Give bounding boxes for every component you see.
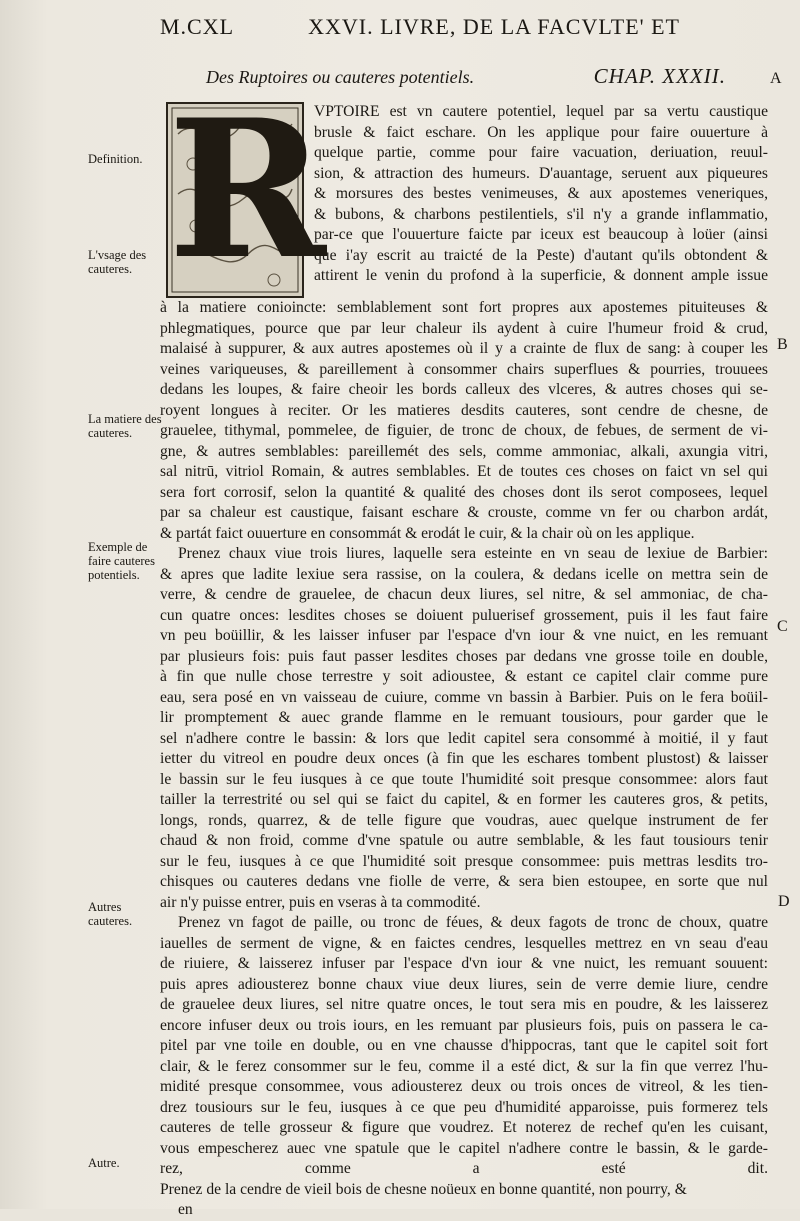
margin-note-definition: Definition. [88,152,143,166]
text-line: cauteres de telle grosseur & figure que voudrez. Et noterez de rechef qu'en les cuisant, [160,1119,768,1136]
margin-note-other-cauteres: Autres cauteres. [88,900,133,928]
text-line: gne, & autres semblables: pareillemét des sels, comme ammoniac, alkali, axungia vitri, [160,442,768,460]
text-line: que i'ay escrit au traicté de la Peste) d'autant qu'ils obtondent & [314,246,768,264]
text-line: malaisé à suppurer, & aux autres apostemes où il y a crainte de flux de sang: à couper les [160,340,768,357]
text-line: tailler la terrestrité ou sel qui se faict du capitel, & en former les cauteres gros, & petits, [160,791,768,808]
text-line: puis apres adiousterez bonne chaux viue deux liures, sein de verre demie liure, cendre [160,975,768,993]
running-head [160,14,680,40]
text-line: sera fort corrosif, selon la quantité & qualité des choses dont ils serot composees, lequel [160,483,768,501]
text-line: encore infuser deux ou trois iours, en les remuant par plusieurs fois, puis on passera le ca- [160,1016,768,1034]
text-line: iauelles de serment de vigne, & en faictes cendres, lesquelles mettrez en vn seau d'eau [160,934,768,952]
text-line: & morsures des bestes venimeuses, & aux apostemes veneriques, [314,185,768,202]
text-line: & bubons, & charbons pestilentiels, s'il n'y a grande inflammatio, [314,205,768,223]
text-line: veines variqueuses, & pareillement à consommer chairs superflues & pourries, trouuees [160,360,768,378]
text-line: sur le feu, iusques à ce que l'humidité soit presque consommee: puis mettras lesdits tro- [160,852,768,870]
margin-note-matter: La matiere des cauteres. [88,412,162,440]
text-line: en [178,1201,193,1218]
text-line: royent longues à reciter. Or les matieres desdits cauteres, sont cendre de chesne, de [160,401,768,419]
text-line: & partát faict ouuerture en consommát & erodát le cuir, & la chair où on les applique. [160,524,695,542]
page-number: M.CXL [160,14,235,39]
margin-note-example: Exemple de faire cauteres potentiels. [88,540,155,582]
text-line: de grauelee deux liures, sel nitre quatre onces, le tout sera mis en poudre, & les laisserez [160,996,768,1013]
text-line: de riuiere, & laisserez infuser par l'espace d'vn iour & vne nuict, les remuant souuent: [160,955,768,972]
text-line: sal nitrū, vitriol Romain, & autres semblables. Et de toutes ces choses on faict vn sel qui [160,463,768,480]
section-letter-d: D [778,893,790,910]
text-line: verre, & cendre de grauelee, de chacun deux liures, sel nitre, & sel ammoniac, de cha- [160,586,768,603]
text-line: drez tousiours sur le feu, iusques à ce que peu d'humidité apparoisse, puis formerez tels [160,1098,768,1116]
text-line: chisques ou cauteres dedans vne fiolle de verre, & sera bien estoupee, en sorte que nul [160,873,768,890]
text-line: Prenez de la cendre de vieil bois de chesne noüeux en bonne quantité, non pourry, & [160,1180,687,1198]
section-letter-b: B [777,336,788,353]
margin-note-other: Autre. [88,1156,120,1170]
text-line: ietter du vitreol en poudre deux onces (à fin que les eschares tombent plustost) & laisser [160,750,768,767]
text-line: cun quatre onces: lesdites choses se doiuent puluerisef grossement, puis il les faut faire [160,606,768,624]
text-line: grauelee, tithymal, pommelee, de figuier, de tronc de choux, de febues, de serment de vi- [160,422,768,439]
text-line: vn peu boüillir, & les laisser infuser par l'espace d'vn iour & vne nuict, en les remuant [160,627,768,644]
text-line: pitel par vne toile en double, ou en vne chausse d'hippocras, tant que le capitel soit fort [160,1037,768,1054]
text-line: par-ce que l'ouuerture faicte par iceux est beaucoup à loüer (ainsi [314,226,768,243]
text-line: à fin que nulle chose terrestre y soit adioustee, & estant ce capitel clair comme pure [160,668,768,685]
text-line: clair, & le ferez consommer sur le feu, comme il a esté dict, & sur la fin que verrez l'hu- [160,1057,768,1075]
text-line: phlegmatiques, pource que par leur chaleur ils aydent à cuire l'humeur froid & crud, [160,319,768,337]
margin-note-usage: L'vsage des cauteres. [88,248,147,276]
text-line: par sa chaleur est caustique, faisant eschare & crouste, comme vn fer ou charbon ardát, [160,504,768,521]
text-line: Prenez vn fagot de paille, ou tronc de féues, & deux fagots de tronc de choux, quatre [178,914,768,931]
text-line: à la matiere conioincte: semblablement sont fort propres aux apostemes pituiteuses & [160,299,768,316]
text-line: sel n'adhere contre le bassin: & lors que ledit capitel sera consommé à moitié, il y faut [160,729,768,747]
running-title: XXVI. LIVRE, DE LA FACVLTE' ET [308,14,680,39]
text-line: par plusieurs fois: puis faut passer lesdites choses par dedans vne grosse toile en double, [160,647,768,665]
body-text [160,78,768,1221]
text-line: eau, sera posé en vn vaisseau de cuiure, comme vn bassin à Barbier. Puis on le fera boüil- [160,688,768,706]
section-letter-a: A [770,70,782,87]
text-line: VPTOIRE est vn cautere potentiel, lequel par sa vertu caustique [314,103,768,120]
chapter-label: CHAP. XXXII. [593,64,726,88]
text-line: attirent le venin du profond à la superficie, & donnent ample issue [314,267,768,284]
section-letter-c: C [777,618,788,635]
text-line: brusle & faict eschare. On les applique pour faire ouuerture à [314,123,768,141]
text-line: le bassin sur le feu iusques à ce que toute l'humidité soit presque consommee: alors faut [160,770,768,788]
text-line: longs, ronds, quarrez, & de telle figure que voudras, auec quelque instrument de fer [160,811,768,829]
drop-cap [166,78,326,301]
text-line: quelque partie, comme pour faire vacuation, deriuation, reuul- [314,144,768,161]
text-line: dedans les loupes, & faire cheoir les bords calleux des vlceres, & autres choses qui se- [160,381,768,398]
text-line: air n'y puisse entrer, puis en vseras à ta commodité. [160,893,481,911]
drop-cap-letter: R [168,78,326,301]
text-line: midité presque consommee, vous adiousterez deux ou trois onces de vitreol, & les tien- [160,1078,768,1095]
text-line: vous empescherez auec vne spatule que le capitel n'adhere contre le bassin, & le garde- [160,1139,768,1157]
text-line: chaud & non froid, comme d'vne spatule ou autre semblable, & les faut tousiours tenir [160,832,768,849]
chapter-title: Des Ruptoires ou cauteres potentiels. [206,67,475,87]
text-line: lir promptement & auec grande flamme en le remuant tousiours, pour garder que le [160,709,768,726]
text-line: Prenez chaux viue trois liures, laquelle sera esteinte en vn seau de lexiue de Barbier: [178,545,768,562]
text-line: rez, comme a esté dit. [160,1160,768,1177]
text-line: sion, & attraction des humeurs. D'auantage, seruent aux piqueures [314,164,768,182]
text-line: & apres que ladite lexiue sera rassise, on la coulera, & dedans icelle on mettra sein de [160,565,768,583]
main-lines [160,298,768,1221]
